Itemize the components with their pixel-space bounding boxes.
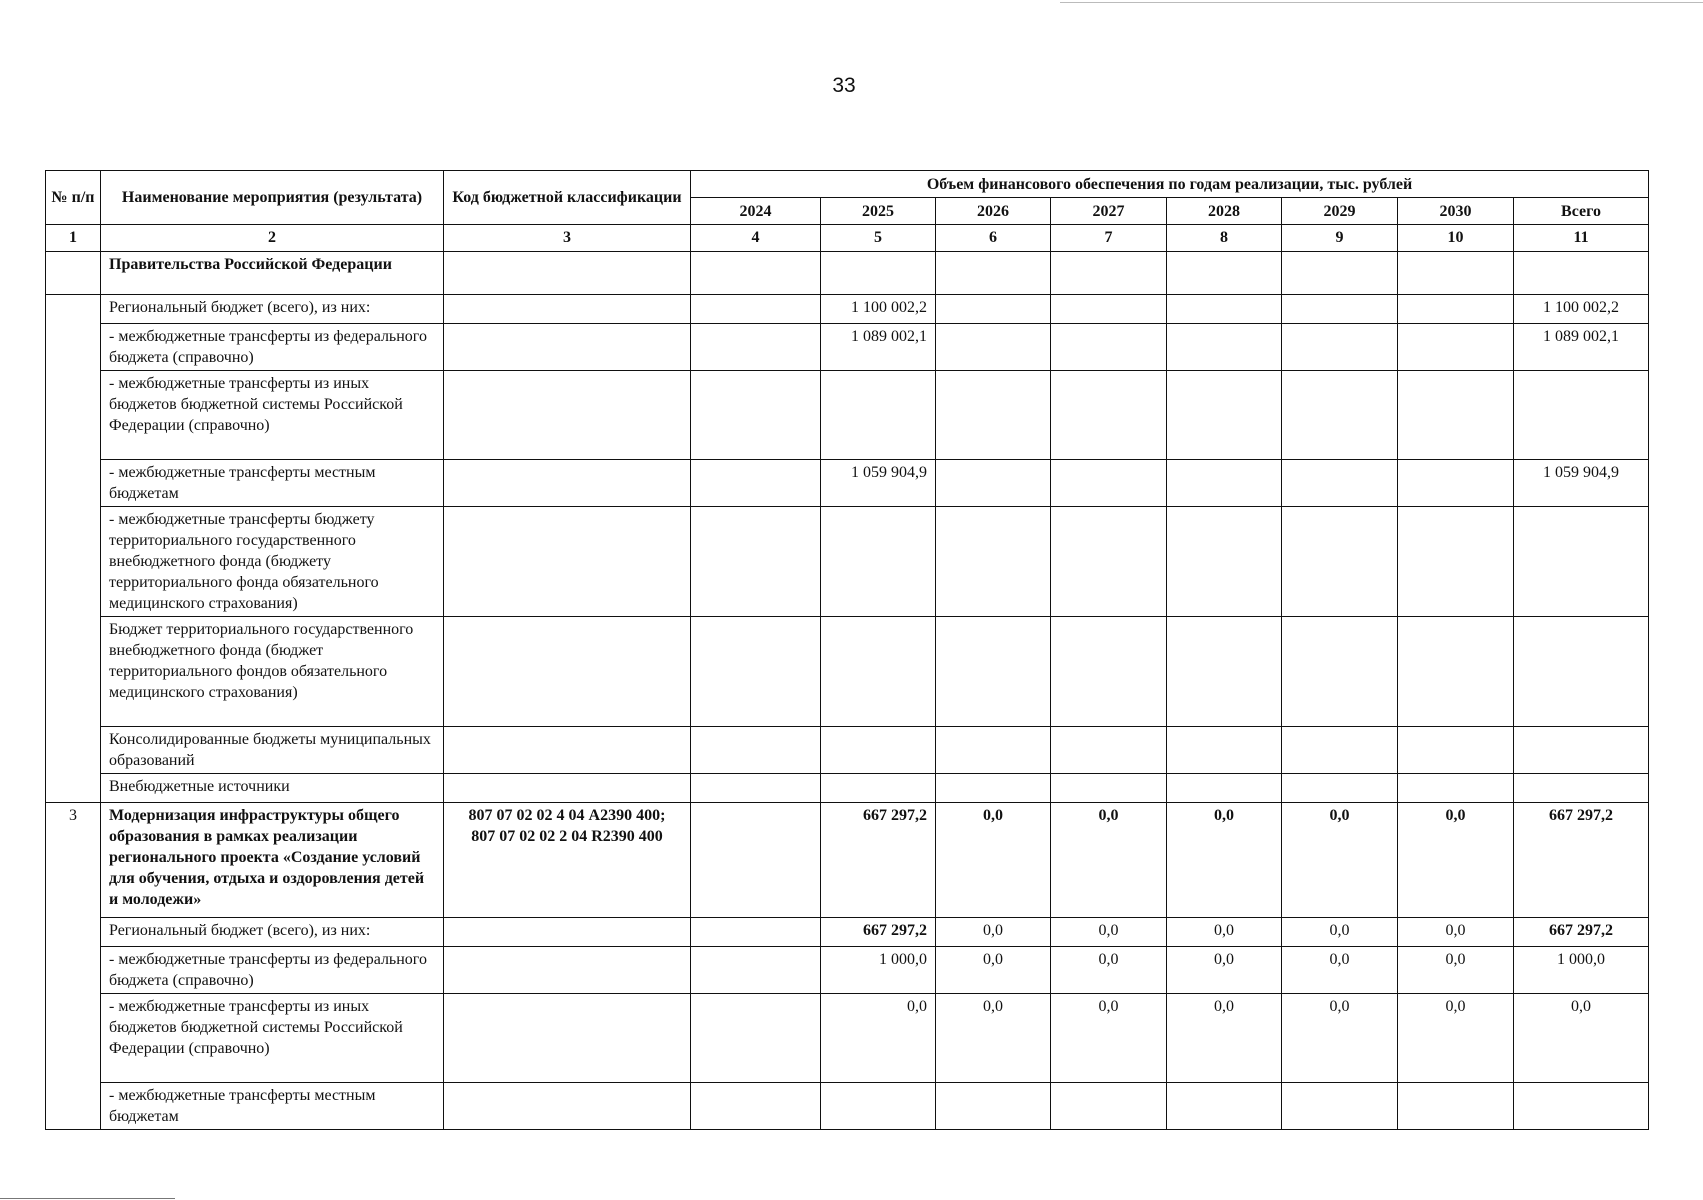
value-cell	[1398, 252, 1514, 295]
value-cell	[936, 617, 1051, 727]
value-cell	[1051, 460, 1167, 507]
value-cell	[1398, 774, 1514, 803]
value-cell: 0,0	[936, 947, 1051, 994]
value-cell	[936, 727, 1051, 774]
column-number: 4	[691, 225, 821, 252]
table-row	[46, 994, 1649, 1083]
header-col-volume: Объем финансового обеспечения по годам реализации, тыс. рублей	[691, 171, 1649, 198]
code-cell	[444, 947, 691, 994]
value-cell	[1167, 507, 1282, 617]
value-cell	[821, 1083, 936, 1130]
section1-title-row	[46, 252, 1649, 295]
scan-edge-line-bottom	[0, 1198, 175, 1199]
value-cell: 0,0	[936, 994, 1051, 1083]
value-cell	[691, 1083, 821, 1130]
row-name: - межбюджетные трансферты местным бюджетам	[101, 1083, 444, 1130]
value-cell	[1051, 727, 1167, 774]
column-number: 5	[821, 225, 936, 252]
column-number: 1	[46, 225, 101, 252]
column-number: 10	[1398, 225, 1514, 252]
header-col-num: № п/п	[46, 171, 101, 225]
section1-title: Правительства Российской Федерации	[101, 252, 444, 295]
row-name: Внебюджетные источники	[101, 774, 444, 803]
header-year: 2024	[691, 198, 821, 225]
section2-title: Модернизация инфраструктуры общего образования в рамках реализации регионального проекта «Создание условий для обучения, отдыха и оздоровления детей и молодежи»	[101, 803, 444, 918]
value-cell: 0,0	[1282, 994, 1398, 1083]
total-cell	[1514, 507, 1649, 617]
column-number: 3	[444, 225, 691, 252]
code-cell	[444, 727, 691, 774]
value-cell	[821, 727, 936, 774]
value-cell: 1 000,0	[821, 947, 936, 994]
value-cell	[1051, 1083, 1167, 1130]
value-cell	[936, 507, 1051, 617]
value-cell: 0,0	[1167, 918, 1282, 947]
value-cell	[1167, 1083, 1282, 1130]
value-cell: 0,0	[1051, 918, 1167, 947]
code-cell	[444, 324, 691, 371]
table-row	[46, 324, 1649, 371]
table-row	[46, 507, 1649, 617]
table-row	[46, 774, 1649, 803]
column-number: 6	[936, 225, 1051, 252]
header-col-total: Всего	[1514, 198, 1649, 225]
code-cell	[444, 252, 691, 295]
value-cell: 0,0	[1282, 803, 1398, 918]
table-row	[46, 918, 1649, 947]
value-cell: 0,0	[1167, 803, 1282, 918]
header-year: 2026	[936, 198, 1051, 225]
value-cell: 0,0	[1167, 947, 1282, 994]
value-cell	[821, 774, 936, 803]
row-name: - межбюджетные трансферты из федерального бюджета (справочно)	[101, 324, 444, 371]
column-number: 11	[1514, 225, 1649, 252]
value-cell	[691, 507, 821, 617]
value-cell	[1167, 774, 1282, 803]
row-name: Региональный бюджет (всего), из них:	[101, 295, 444, 324]
value-cell: 0,0	[821, 994, 936, 1083]
column-number: 8	[1167, 225, 1282, 252]
total-cell: 667 297,2	[1514, 803, 1649, 918]
code-cell	[444, 1083, 691, 1130]
total-cell	[1514, 371, 1649, 460]
value-cell: 0,0	[1282, 947, 1398, 994]
value-cell	[1167, 252, 1282, 295]
value-cell	[1167, 727, 1282, 774]
row-name: - межбюджетные трансферты местным бюджетам	[101, 460, 444, 507]
column-number: 7	[1051, 225, 1167, 252]
value-cell	[691, 947, 821, 994]
header-year: 2029	[1282, 198, 1398, 225]
code-cell	[444, 295, 691, 324]
value-cell: 0,0	[1051, 994, 1167, 1083]
scan-edge-line-top	[1060, 2, 1703, 3]
code-cell	[444, 918, 691, 947]
value-cell	[691, 460, 821, 507]
value-cell	[1398, 727, 1514, 774]
value-cell	[1398, 1083, 1514, 1130]
value-cell	[1282, 252, 1398, 295]
value-cell	[821, 252, 936, 295]
table-row	[46, 617, 1649, 727]
total-cell	[1514, 727, 1649, 774]
value-cell	[821, 371, 936, 460]
value-cell	[1051, 774, 1167, 803]
value-cell: 1 089 002,1	[821, 324, 936, 371]
code-cell	[444, 507, 691, 617]
value-cell	[691, 918, 821, 947]
value-cell: 1 100 002,2	[821, 295, 936, 324]
column-numbers-row	[46, 225, 1649, 252]
value-cell	[691, 252, 821, 295]
table-row	[46, 947, 1649, 994]
code-cell	[444, 774, 691, 803]
value-cell: 667 297,2	[821, 803, 936, 918]
value-cell	[1282, 727, 1398, 774]
budget-table	[45, 170, 1649, 1130]
value-cell	[1051, 252, 1167, 295]
value-cell	[1051, 507, 1167, 617]
value-cell: 0,0	[1167, 994, 1282, 1083]
value-cell	[1282, 460, 1398, 507]
value-cell	[1282, 1083, 1398, 1130]
row-name: Региональный бюджет (всего), из них:	[101, 918, 444, 947]
value-cell	[691, 727, 821, 774]
value-cell	[1282, 371, 1398, 460]
total-cell	[1514, 252, 1649, 295]
value-cell	[691, 371, 821, 460]
value-cell: 0,0	[1398, 947, 1514, 994]
value-cell	[1051, 324, 1167, 371]
value-cell	[1398, 507, 1514, 617]
table-row	[46, 460, 1649, 507]
value-cell: 0,0	[1051, 947, 1167, 994]
column-number: 2	[101, 225, 444, 252]
value-cell	[936, 1083, 1051, 1130]
budget-code-line: 807 07 02 02 4 04 А2390 400;	[468, 807, 666, 824]
value-cell	[1051, 295, 1167, 324]
value-cell: 0,0	[1398, 918, 1514, 947]
value-cell: 0,0	[936, 918, 1051, 947]
value-cell	[936, 774, 1051, 803]
value-cell	[691, 994, 821, 1083]
row-name: Бюджет территориального государственного внебюджетного фонда (бюджет территориального фондов обязательного медицинского страхования)	[101, 617, 444, 727]
value-cell	[1398, 371, 1514, 460]
value-cell	[1167, 295, 1282, 324]
value-cell: 0,0	[1398, 803, 1514, 918]
header-col-code: Код бюджетной классификации	[444, 171, 691, 225]
value-cell	[1282, 774, 1398, 803]
value-cell: 0,0	[1282, 918, 1398, 947]
value-cell	[691, 774, 821, 803]
value-cell	[691, 617, 821, 727]
code-cell	[444, 460, 691, 507]
table-row	[46, 727, 1649, 774]
code-cell	[444, 617, 691, 727]
value-cell	[1398, 617, 1514, 727]
value-cell: 667 297,2	[821, 918, 936, 947]
value-cell	[821, 507, 936, 617]
code-cell	[444, 994, 691, 1083]
row-name: - межбюджетные трансферты из иных бюджетов бюджетной системы Российской Федерации (справочно)	[101, 994, 444, 1083]
total-cell: 1 059 904,9	[1514, 460, 1649, 507]
value-cell: 0,0	[1051, 803, 1167, 918]
value-cell	[936, 324, 1051, 371]
header-year: 2028	[1167, 198, 1282, 225]
header-year: 2030	[1398, 198, 1514, 225]
value-cell: 0,0	[936, 803, 1051, 918]
value-cell: 0,0	[1398, 994, 1514, 1083]
value-cell	[1167, 371, 1282, 460]
value-cell	[936, 460, 1051, 507]
total-cell	[1514, 617, 1649, 727]
value-cell	[1282, 617, 1398, 727]
row-number-cell	[46, 295, 101, 803]
value-cell	[936, 371, 1051, 460]
value-cell	[1167, 324, 1282, 371]
page-number: 33	[832, 74, 856, 97]
total-cell: 1 089 002,1	[1514, 324, 1649, 371]
value-cell	[1398, 460, 1514, 507]
total-cell: 667 297,2	[1514, 918, 1649, 947]
row-name: Консолидированные бюджеты муниципальных образований	[101, 727, 444, 774]
value-cell	[691, 803, 821, 918]
header-row-main	[46, 171, 1649, 198]
value-cell	[821, 617, 936, 727]
value-cell	[1282, 295, 1398, 324]
budget-code-cell	[444, 803, 691, 918]
value-cell	[1398, 324, 1514, 371]
value-cell	[691, 295, 821, 324]
value-cell	[936, 295, 1051, 324]
header-year: 2027	[1051, 198, 1167, 225]
column-number: 9	[1282, 225, 1398, 252]
value-cell	[1282, 324, 1398, 371]
total-cell: 1 000,0	[1514, 947, 1649, 994]
table-row	[46, 1083, 1649, 1130]
total-cell	[1514, 774, 1649, 803]
row-name: - межбюджетные трансферты бюджету территориального государственного внебюджетного фонда (бюджету территориального фонда обязательного медицинского страхования)	[101, 507, 444, 617]
header-year: 2025	[821, 198, 936, 225]
total-cell	[1514, 1083, 1649, 1130]
row-number-cell: 3	[46, 803, 101, 1130]
code-cell	[444, 371, 691, 460]
value-cell: 1 059 904,9	[821, 460, 936, 507]
budget-code-line: 807 07 02 02 2 04 R2390 400	[471, 828, 663, 845]
table-row	[46, 295, 1649, 324]
value-cell	[1282, 507, 1398, 617]
value-cell	[1051, 371, 1167, 460]
header-col-name: Наименование мероприятия (результата)	[101, 171, 444, 225]
row-name: - межбюджетные трансферты из иных бюджетов бюджетной системы Российской Федерации (справочно)	[101, 371, 444, 460]
row-name: - межбюджетные трансферты из федерального бюджета (справочно)	[101, 947, 444, 994]
value-cell	[1051, 617, 1167, 727]
value-cell	[1167, 617, 1282, 727]
value-cell	[1398, 295, 1514, 324]
value-cell	[1167, 460, 1282, 507]
value-cell	[691, 324, 821, 371]
total-cell: 1 100 002,2	[1514, 295, 1649, 324]
row-number-cell	[46, 252, 101, 295]
total-cell: 0,0	[1514, 994, 1649, 1083]
table-row	[46, 371, 1649, 460]
value-cell	[936, 252, 1051, 295]
section2-title-row	[46, 803, 1649, 918]
